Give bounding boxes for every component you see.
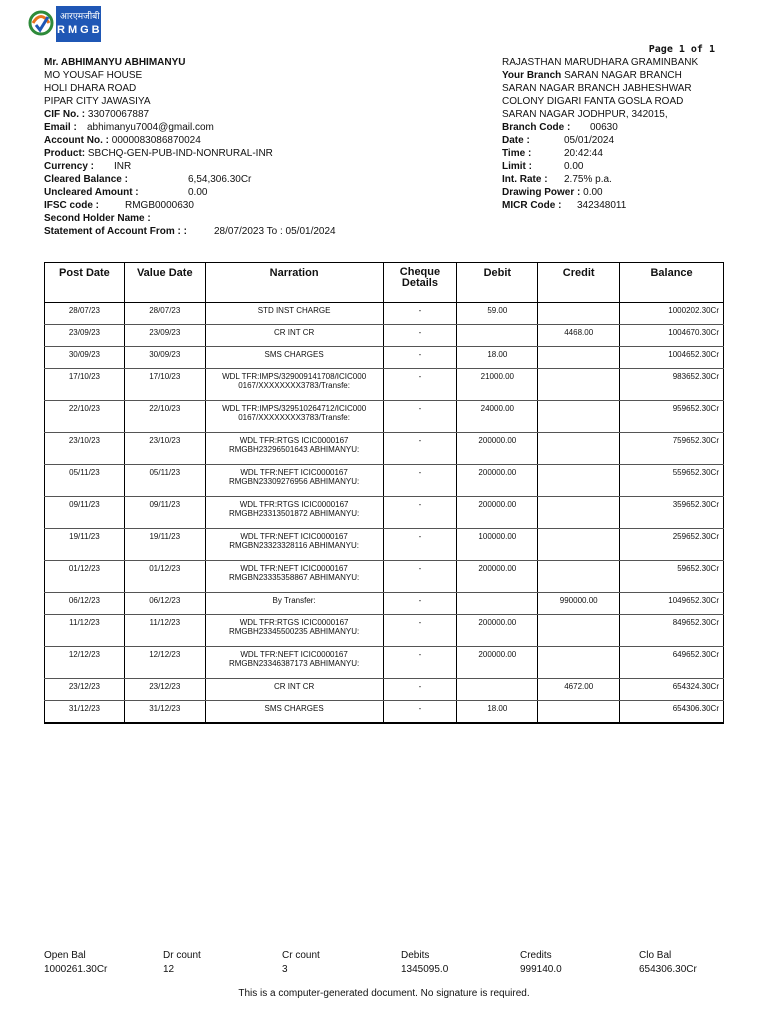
narration-cell: WDL TFR:NEFT ICIC0000167 RMGBN23309276956 ABHIMANYU: bbox=[205, 465, 383, 497]
drawing-power-field bbox=[502, 187, 603, 199]
post-date-cell: 22/10/23 bbox=[45, 401, 125, 433]
table-row bbox=[45, 369, 724, 401]
credit-cell bbox=[538, 701, 620, 723]
balance-cell: 959652.30Cr bbox=[620, 401, 724, 433]
debit-cell: 200000.00 bbox=[457, 433, 538, 465]
value-date-cell: 11/12/23 bbox=[124, 615, 205, 647]
credit-cell: 4468.00 bbox=[538, 325, 620, 347]
micr-code-label: MICR Code : bbox=[502, 200, 562, 211]
debit-cell: 24000.00 bbox=[457, 401, 538, 433]
cheque-cell: - bbox=[383, 369, 457, 401]
credit-cell bbox=[538, 615, 620, 647]
narration-cell: By Transfer: bbox=[205, 593, 383, 615]
narration-cell: WDL TFR:RTGS ICIC0000167 RMGBH23345500235 ABHIMANYU: bbox=[205, 615, 383, 647]
table-row bbox=[45, 347, 724, 369]
narration-cell: WDL TFR:NEFT ICIC0000167 RMGBN23346387173 ABHIMANYU: bbox=[205, 647, 383, 679]
statement-period-label: Statement of Account From : : bbox=[44, 226, 187, 237]
value-date-cell: 22/10/23 bbox=[124, 401, 205, 433]
table-row bbox=[45, 325, 724, 347]
narration-cell: WDL TFR:IMPS/329510264712/ICIC000 0167/XXXXXXXX3783/Transfe: bbox=[205, 401, 383, 433]
table-row bbox=[45, 529, 724, 561]
balance-cell: 1049652.30Cr bbox=[620, 593, 724, 615]
cleared-balance-label: Cleared Balance : bbox=[44, 174, 128, 185]
drawing-power-label: Drawing Power : bbox=[502, 187, 581, 198]
bank-details bbox=[502, 57, 732, 217]
summary-value: 3 bbox=[282, 964, 288, 975]
debit-cell: 200000.00 bbox=[457, 647, 538, 679]
cheque-cell: - bbox=[383, 701, 457, 723]
table-row bbox=[45, 615, 724, 647]
credit-cell: 990000.00 bbox=[538, 593, 620, 615]
summary-total-debits bbox=[401, 949, 448, 977]
summary-label: Debits bbox=[401, 950, 430, 961]
ifsc-label: IFSC code : bbox=[44, 200, 100, 211]
footer-note: This is a computer-generated document. No signature is required. bbox=[238, 988, 530, 999]
post-date-cell: 06/12/23 bbox=[45, 593, 125, 615]
cheque-cell: - bbox=[383, 347, 457, 369]
table-row bbox=[45, 679, 724, 701]
table-row bbox=[45, 303, 724, 325]
summary-label: Cr count bbox=[282, 950, 320, 961]
column-header-balance: Balance bbox=[620, 263, 724, 303]
narration-cell: WDL TFR:IMPS/329009141708/ICIC000 0167/XXXXXXXX3783/Transfe: bbox=[205, 369, 383, 401]
customer-details bbox=[44, 57, 464, 242]
table-row bbox=[45, 647, 724, 679]
cheque-cell: - bbox=[383, 615, 457, 647]
balance-cell: 359652.30Cr bbox=[620, 497, 724, 529]
logo-abbr-text: RMGB bbox=[57, 24, 103, 36]
balance-cell: 649652.30Cr bbox=[620, 647, 724, 679]
column-header-value-date: Value Date bbox=[124, 263, 205, 303]
summary-open-balance bbox=[44, 949, 107, 977]
debit-cell bbox=[457, 325, 538, 347]
column-header-narration: Narration bbox=[205, 263, 383, 303]
narration-cell: WDL TFR:RTGS ICIC0000167 RMGBH23296501643 ABHIMANYU: bbox=[205, 433, 383, 465]
narration-cell: WDL TFR:NEFT ICIC0000167 RMGBN23323328116 ABHIMANYU: bbox=[205, 529, 383, 561]
narration-cell: CR INT CR bbox=[205, 679, 383, 701]
post-date-cell: 23/12/23 bbox=[45, 679, 125, 701]
table-header-row bbox=[45, 263, 724, 303]
date-field bbox=[502, 135, 615, 147]
balance-cell: 59652.30Cr bbox=[620, 561, 724, 593]
narration-cell: STD INST CHARGE bbox=[205, 303, 383, 325]
credit-cell bbox=[538, 347, 620, 369]
summary-value: 12 bbox=[163, 964, 175, 975]
bank-logo bbox=[26, 6, 101, 42]
credit-cell bbox=[538, 561, 620, 593]
bank-name: RAJASTHAN MARUDHARA GRAMINBANK bbox=[502, 57, 699, 68]
credit-cell bbox=[538, 433, 620, 465]
cheque-cell: - bbox=[383, 529, 457, 561]
debit-cell: 59.00 bbox=[457, 303, 538, 325]
cheque-cell: - bbox=[383, 497, 457, 529]
branch-address-line: SARAN NAGAR JODHPUR, 342015, bbox=[502, 109, 668, 120]
interest-rate-field bbox=[502, 174, 612, 186]
customer-address-line: MO YOUSAF HOUSE bbox=[44, 70, 143, 81]
limit-value: 0.00 bbox=[564, 161, 584, 172]
post-date-cell: 12/12/23 bbox=[45, 647, 125, 679]
summary-total-credits bbox=[520, 949, 562, 977]
table-row bbox=[45, 593, 724, 615]
cheque-cell: - bbox=[383, 465, 457, 497]
post-date-cell: 01/12/23 bbox=[45, 561, 125, 593]
cleared-balance-field bbox=[44, 174, 252, 186]
value-date-cell: 23/09/23 bbox=[124, 325, 205, 347]
debit-cell: 200000.00 bbox=[457, 561, 538, 593]
credit-cell bbox=[538, 369, 620, 401]
narration-cell: CR INT CR bbox=[205, 325, 383, 347]
customer-name: Mr. ABHIMANYU ABHIMANYU bbox=[44, 57, 186, 68]
value-date-cell: 05/11/23 bbox=[124, 465, 205, 497]
balance-cell: 1004670.30Cr bbox=[620, 325, 724, 347]
account-number-label: Account No. : bbox=[44, 135, 109, 146]
narration-cell: SMS CHARGES bbox=[205, 347, 383, 369]
date-label: Date : bbox=[502, 135, 530, 146]
balance-cell: 654324.30Cr bbox=[620, 679, 724, 701]
summary-value: 999140.0 bbox=[520, 964, 562, 975]
credit-cell bbox=[538, 529, 620, 561]
logo-hindi-text: आरएमजीबी bbox=[59, 11, 100, 21]
narration-cell: WDL TFR:RTGS ICIC0000167 RMGBH23313501872 ABHIMANYU: bbox=[205, 497, 383, 529]
interest-rate-label: Int. Rate : bbox=[502, 174, 548, 185]
balance-cell: 654306.30Cr bbox=[620, 701, 724, 723]
summary-label: Dr count bbox=[163, 950, 201, 961]
email-field bbox=[44, 122, 214, 134]
cheque-details-header-text: Cheque Details bbox=[399, 266, 441, 289]
summary-label: Clo Bal bbox=[639, 950, 672, 961]
post-date-cell: 23/09/23 bbox=[45, 325, 125, 347]
cheque-cell: - bbox=[383, 561, 457, 593]
value-date-cell: 23/10/23 bbox=[124, 433, 205, 465]
credit-cell bbox=[538, 497, 620, 529]
product-value: SBCHQ-GEN-PUB-IND-NONRURAL-INR bbox=[87, 148, 273, 159]
value-date-cell: 28/07/23 bbox=[124, 303, 205, 325]
logo-text bbox=[57, 10, 103, 38]
account-number-field bbox=[44, 135, 201, 147]
limit-label: Limit : bbox=[502, 161, 532, 172]
cheque-cell: - bbox=[383, 325, 457, 347]
statement-period-field bbox=[44, 226, 336, 238]
post-date-cell: 19/11/23 bbox=[45, 529, 125, 561]
value-date-cell: 30/09/23 bbox=[124, 347, 205, 369]
cheque-cell: - bbox=[383, 679, 457, 701]
branch-address-line: COLONY DIGARI FANTA GOSLA ROAD bbox=[502, 96, 684, 107]
column-header-cheque-details bbox=[383, 263, 457, 303]
account-number-value: 0000083086870024 bbox=[111, 135, 201, 146]
balance-cell: 559652.30Cr bbox=[620, 465, 724, 497]
currency-label: Currency : bbox=[44, 161, 95, 172]
uncleared-amount-label: Uncleared Amount : bbox=[44, 187, 139, 198]
currency-value: INR bbox=[114, 161, 132, 172]
table-row bbox=[45, 465, 724, 497]
cif-label: CIF No. : bbox=[44, 109, 86, 120]
cheque-cell: - bbox=[383, 433, 457, 465]
cleared-balance-value: 6,54,306.30Cr bbox=[188, 174, 252, 185]
debit-cell: 200000.00 bbox=[457, 615, 538, 647]
date-value: 05/01/2024 bbox=[564, 135, 615, 146]
credit-cell bbox=[538, 465, 620, 497]
branch-value: SARAN NAGAR BRANCH bbox=[564, 70, 682, 81]
table-row bbox=[45, 561, 724, 593]
time-field bbox=[502, 148, 603, 160]
balance-cell: 759652.30Cr bbox=[620, 433, 724, 465]
interest-rate-value: 2.75% p.a. bbox=[564, 174, 612, 185]
summary-label: Credits bbox=[520, 950, 552, 961]
branch-label: Your Branch bbox=[502, 70, 562, 81]
table-row bbox=[45, 497, 724, 529]
summary-label: Open Bal bbox=[44, 950, 86, 961]
product-field bbox=[44, 148, 273, 160]
value-date-cell: 17/10/23 bbox=[124, 369, 205, 401]
uncleared-amount-field bbox=[44, 187, 208, 199]
micr-code-value: 342348011 bbox=[577, 200, 627, 211]
debit-cell: 200000.00 bbox=[457, 497, 538, 529]
statement-period-value: 28/07/2023 To : 05/01/2024 bbox=[214, 226, 336, 237]
value-date-cell: 31/12/23 bbox=[124, 701, 205, 723]
branch-code-value: 00630 bbox=[590, 122, 618, 133]
column-header-debit: Debit bbox=[457, 263, 538, 303]
summary-value: 1345095.0 bbox=[401, 964, 449, 975]
second-holder-label: Second Holder Name : bbox=[44, 213, 151, 224]
post-date-cell: 30/09/23 bbox=[45, 347, 125, 369]
value-date-cell: 01/12/23 bbox=[124, 561, 205, 593]
post-date-cell: 23/10/23 bbox=[45, 433, 125, 465]
customer-address-line: PIPAR CITY JAWASIYA bbox=[44, 96, 151, 107]
narration-cell: SMS CHARGES bbox=[205, 701, 383, 723]
cheque-cell: - bbox=[383, 593, 457, 615]
ifsc-field bbox=[44, 200, 194, 212]
uncleared-amount-value: 0.00 bbox=[188, 187, 208, 198]
debit-cell: 21000.00 bbox=[457, 369, 538, 401]
ifsc-value: RMGB0000630 bbox=[125, 200, 194, 211]
balance-cell: 259652.30Cr bbox=[620, 529, 724, 561]
drawing-power-value: 0.00 bbox=[583, 187, 603, 198]
debit-cell: 18.00 bbox=[457, 701, 538, 723]
product-label: Product: bbox=[44, 148, 86, 159]
debit-cell: 100000.00 bbox=[457, 529, 538, 561]
table-row bbox=[45, 701, 724, 723]
limit-field bbox=[502, 161, 584, 173]
debit-cell: 200000.00 bbox=[457, 465, 538, 497]
balance-cell: 983652.30Cr bbox=[620, 369, 724, 401]
branch-code-label: Branch Code : bbox=[502, 122, 571, 133]
cheque-cell: - bbox=[383, 647, 457, 679]
summary-credit-count bbox=[282, 949, 320, 977]
credit-cell bbox=[538, 303, 620, 325]
branch-address-line: SARAN NAGAR BRANCH JABHESHWAR bbox=[502, 83, 692, 94]
value-date-cell: 23/12/23 bbox=[124, 679, 205, 701]
cif-field bbox=[44, 109, 149, 121]
post-date-cell: 11/12/23 bbox=[45, 615, 125, 647]
cheque-cell: - bbox=[383, 401, 457, 433]
time-value: 20:42:44 bbox=[564, 148, 603, 159]
transactions-table bbox=[44, 262, 724, 724]
cif-value: 33070067887 bbox=[87, 109, 150, 120]
balance-cell: 849652.30Cr bbox=[620, 615, 724, 647]
summary-value: 1000261.30Cr bbox=[44, 964, 108, 975]
bank-emblem-icon bbox=[26, 6, 57, 42]
second-holder-field bbox=[44, 213, 151, 225]
credit-cell: 4672.00 bbox=[538, 679, 620, 701]
credit-cell bbox=[538, 647, 620, 679]
narration-cell: WDL TFR:NEFT ICIC0000167 RMGBN23335358867 ABHIMANYU: bbox=[205, 561, 383, 593]
branch-code-field bbox=[502, 122, 618, 134]
transactions-body bbox=[45, 303, 724, 723]
cheque-cell: - bbox=[383, 303, 457, 325]
post-date-cell: 28/07/23 bbox=[45, 303, 125, 325]
email-value: abhimanyu7004@gmail.com bbox=[87, 122, 214, 133]
micr-code-field bbox=[502, 200, 627, 212]
balance-cell: 1004652.30Cr bbox=[620, 347, 724, 369]
value-date-cell: 19/11/23 bbox=[124, 529, 205, 561]
currency-field bbox=[44, 161, 132, 173]
column-header-credit: Credit bbox=[538, 263, 620, 303]
summary-value: 654306.30Cr bbox=[639, 964, 697, 975]
post-date-cell: 17/10/23 bbox=[45, 369, 125, 401]
customer-address-line: HOLI DHARA ROAD bbox=[44, 83, 137, 94]
debit-cell bbox=[457, 679, 538, 701]
page-number: Page 1 of 1 bbox=[648, 44, 715, 55]
balance-cell: 1000202.30Cr bbox=[620, 303, 724, 325]
time-label: Time : bbox=[502, 148, 532, 159]
summary-closing-balance bbox=[639, 949, 697, 977]
column-header-post-date: Post Date bbox=[45, 263, 125, 303]
table-row bbox=[45, 401, 724, 433]
debit-cell: 18.00 bbox=[457, 347, 538, 369]
post-date-cell: 09/11/23 bbox=[45, 497, 125, 529]
value-date-cell: 12/12/23 bbox=[124, 647, 205, 679]
table-row bbox=[45, 433, 724, 465]
post-date-cell: 31/12/23 bbox=[45, 701, 125, 723]
branch-field bbox=[502, 70, 682, 82]
credit-cell bbox=[538, 401, 620, 433]
email-label: Email : bbox=[44, 122, 77, 133]
post-date-cell: 05/11/23 bbox=[45, 465, 125, 497]
value-date-cell: 09/11/23 bbox=[124, 497, 205, 529]
debit-cell bbox=[457, 593, 538, 615]
value-date-cell: 06/12/23 bbox=[124, 593, 205, 615]
summary-debit-count bbox=[163, 949, 201, 977]
